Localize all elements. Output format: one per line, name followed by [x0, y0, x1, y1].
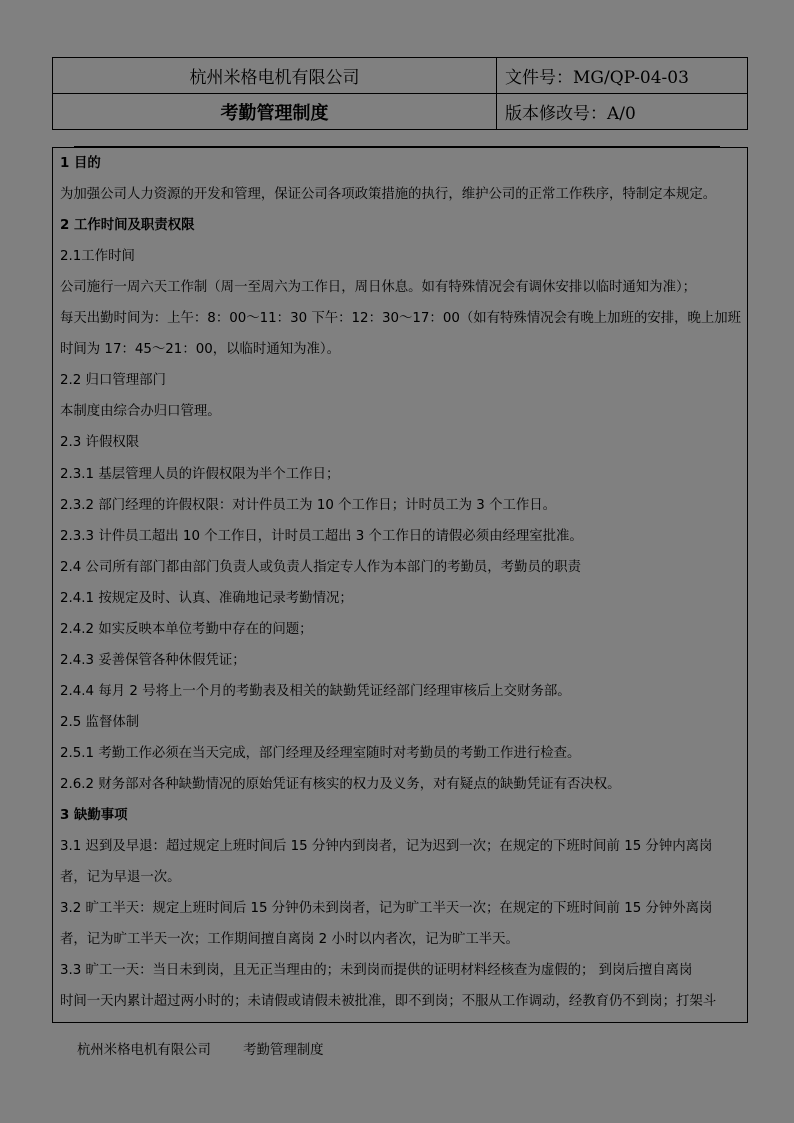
- body-text-line: 2.4.1 按规定及时、认真、准确地记录考勤情况；: [60, 590, 353, 606]
- body-text-line: 2.2 归口管理部门: [60, 373, 166, 389]
- document-number: 文件号：MG/QP-04-03: [497, 58, 747, 94]
- body-text-line: 为加强公司人力资源的开发和管理，保证公司各项政策措施的执行，维护公司的正常工作秩序，特制定本规定。: [60, 187, 717, 203]
- body-text-line: 2.4 公司所有部门都由部门负责人或负责人指定专人作为本部门的考勤员，考勤员的职责: [60, 559, 582, 575]
- company-name: 杭州米格电机有限公司: [53, 58, 497, 94]
- body-text-line: 2.4.2 如实反映本单位考勤中存在的问题；: [60, 621, 313, 637]
- body-text-line: 2.4.3 妥善保管各种休假凭证；: [60, 652, 246, 668]
- section-heading: 3 缺勤事项: [60, 808, 128, 824]
- body-text-line: 2.4.4 每月 2 号将上一个月的考勤表及相关的缺勤凭证经部门经理审核后上交财务部。: [60, 683, 571, 699]
- body-text-line: 者，记为早退一次。: [60, 870, 181, 886]
- body-text-line: 2.3.3 计件员工超出 10 个工作日，计时员工超出 3 个工作日的请假必须由经理室批准。: [60, 528, 583, 544]
- body-text-line: 时间为 17：45～21：00，以临时通知为准）。: [60, 342, 340, 358]
- section-heading: 2 工作时间及职责权限: [60, 218, 195, 234]
- document-title: 考勤管理制度: [53, 94, 497, 129]
- footer-company: 杭州米格电机有限公司: [77, 1043, 211, 1058]
- body-text-line: 时间一天内累计超过两小时的；未请假或请假未被批准，即不到岗；不服从工作调动，经教育仍不到岗；打架斗: [60, 994, 717, 1010]
- body-text-line: 者，记为旷工半天一次；工作期间擅自离岗 2 小时以内者次，记为旷工半天。: [60, 932, 519, 948]
- body-text-line: 2.5.1 考勤工作必须在当天完成，部门经理及经理室随时对考勤员的考勤工作进行检查。: [60, 745, 581, 761]
- body-text-line: 2.3.1 基层管理人员的许假权限为半个工作日；: [60, 466, 340, 482]
- body-text-line: 2.6.2 财务部对各种缺勤情况的原始凭证有核实的权力及义务，对有疑点的缺勤凭证有否决权。: [60, 777, 621, 792]
- body-text-line: 公司施行一周六天工作制（周一至周六为工作日，周日休息。如有特殊情况会有调休安排以临时通知为准）；: [60, 280, 697, 296]
- body-text-line: 2.3 许假权限: [60, 435, 140, 451]
- footer-title: 考勤管理制度: [243, 1043, 324, 1058]
- header-table: [52, 57, 748, 130]
- body-text-line: 2.5 监督体制: [60, 714, 140, 730]
- version-number: 版本修改号：A/0: [505, 104, 636, 124]
- body-text-line: 每天出勤时间为：上午：8：00～11：30 下午：12：30～17：00（如有特殊情况会有晚上加班的安排，晚上加班: [60, 311, 742, 327]
- body-text-line: 2.1工作时间: [60, 249, 135, 265]
- body-text-line: 本制度由综合办归口管理。: [60, 404, 221, 420]
- document-body: [52, 147, 748, 1023]
- body-text-line: 3.1 迟到及早退：超过规定上班时间后 15 分钟内到岗者，记为迟到一次；在规定的下班时间前 15 分钟内离岗: [60, 839, 713, 855]
- body-text-line: 3.2 旷工半天：规定上班时间后 15 分钟仍未到岗者，记为旷工半天一次；在规定的下班时间前 15 分钟外离岗: [60, 901, 713, 917]
- body-text-line: 2.3.2 部门经理的许假权限：对计件员工为 10 个工作日；计时员工为 3 个工作日。: [60, 497, 557, 513]
- section-heading: 1 目的: [60, 156, 101, 171]
- body-text-line: 3.3 旷工一天：当日未到岗，且无正当理由的；未到岗而提供的证明材料经核查为虚假的； 到岗后擅自离岗: [60, 963, 693, 979]
- page-footer: [77, 1039, 352, 1058]
